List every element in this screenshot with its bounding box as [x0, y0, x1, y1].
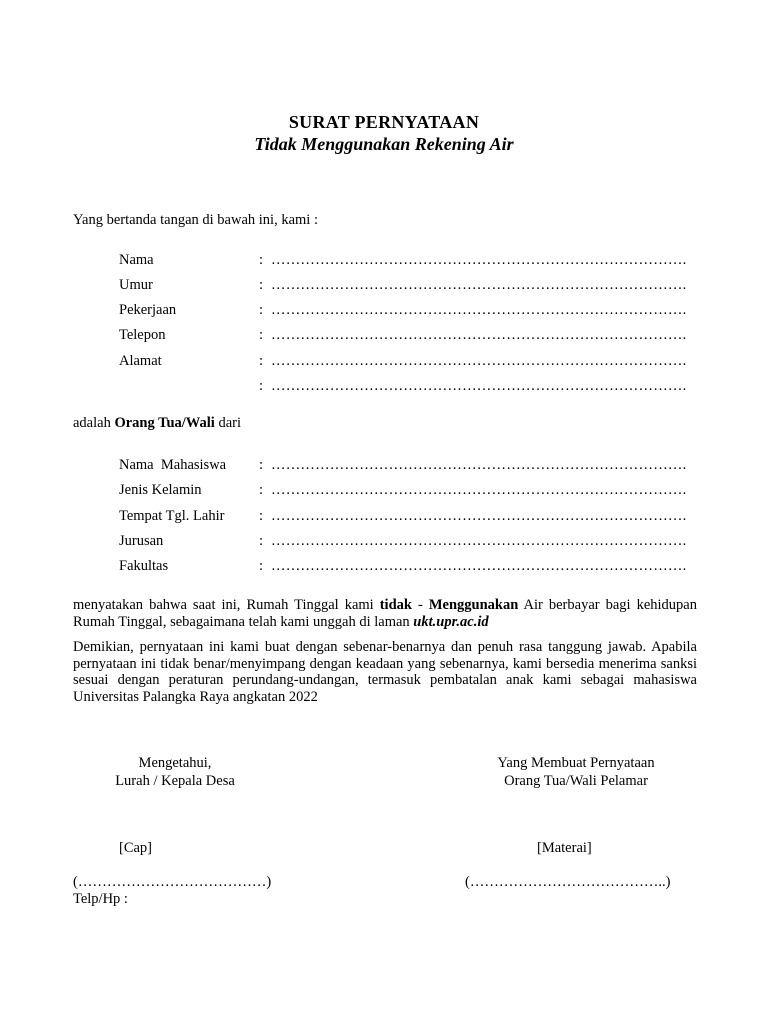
- field-label: Alamat: [119, 353, 162, 369]
- field-colon: :: [259, 327, 264, 343]
- left-sig-line2: Lurah / Kepala Desa: [115, 773, 235, 789]
- field-row-fakultas: [119, 556, 699, 576]
- intro-text: Yang bertanda tangan di bawah ini, kami :: [73, 212, 318, 228]
- field-label: Nama: [119, 252, 154, 268]
- field-blank: ………………………………………………………………………….: [271, 302, 687, 318]
- statement-part1: menyatakan bahwa saat ini, Rumah Tinggal kami: [73, 597, 380, 613]
- statement-bold-tidak: tidak: [379, 597, 412, 613]
- field-row-tempat-tgl-lahir: [119, 506, 699, 526]
- field-label: Jenis Kelamin: [119, 482, 202, 498]
- right-sig-line2: Orang Tua/Wali Pelamar: [504, 773, 648, 789]
- left-sig-line1: Mengetahui,: [138, 755, 212, 771]
- field-colon: :: [259, 533, 264, 549]
- field-blank: ………………………………………………………………………….: [271, 508, 687, 524]
- right-name-line: (…………………………………..): [465, 874, 671, 890]
- field-blank: ………………………………………………………………………….: [271, 353, 687, 369]
- field-blank: ………………………………………………………………………….: [271, 378, 687, 394]
- field-label: Jurusan: [119, 533, 164, 549]
- field-row-nama: [119, 250, 699, 270]
- field-colon: :: [259, 508, 264, 524]
- field-blank: ………………………………………………………………………….: [271, 558, 687, 574]
- field-row-telepon: [119, 325, 699, 345]
- document-subtitle: Tidak Menggunakan Rekening Air: [254, 134, 514, 154]
- document-title: SURAT PERNYATAAN: [288, 112, 480, 132]
- field-row-pekerjaan: [119, 300, 699, 320]
- relation-bold: Orang Tua/Wali: [114, 415, 215, 431]
- relation-suffix: dari: [214, 415, 241, 431]
- field-colon: :: [259, 482, 264, 498]
- field-blank: ………………………………………………………………………….: [271, 533, 687, 549]
- field-row-nama-mahasiswa: [119, 455, 699, 475]
- field-colon: :: [259, 353, 264, 369]
- website-link: ukt.upr.ac.id: [413, 613, 489, 630]
- field-colon: :: [259, 302, 264, 318]
- field-blank: ………………………………………………………………………….: [271, 277, 687, 293]
- field-label: Umur: [119, 277, 153, 293]
- field-label: Fakultas: [119, 558, 169, 574]
- field-blank: ………………………………………………………………………….: [271, 327, 687, 343]
- statement-bold-menggunakan: Menggunakan: [428, 597, 519, 613]
- field-colon: :: [259, 277, 264, 293]
- statement-part3: Air berbayar bagi kehidupan Rumah Tinggal, sebagaimana telah kami unggah di laman: [73, 597, 697, 630]
- field-row-alamat-2: [119, 376, 699, 396]
- left-name-line: (…………………………………): [73, 874, 272, 890]
- field-label: Pekerjaan: [119, 302, 177, 318]
- field-row-alamat: [119, 351, 699, 371]
- right-sig-line1: Yang Membuat Pernyataan: [497, 755, 655, 771]
- field-label: Nama Mahasiswa: [119, 457, 227, 473]
- field-blank: ………………………………………………………………………….: [271, 457, 687, 473]
- field-label: Tempat Tgl. Lahir: [119, 508, 225, 524]
- field-row-umur: [119, 275, 699, 295]
- field-colon: :: [259, 252, 264, 268]
- statement-part2: -: [411, 597, 429, 613]
- field-colon: :: [259, 558, 264, 574]
- field-colon: :: [259, 378, 264, 394]
- field-blank: ………………………………………………………………………….: [271, 252, 687, 268]
- materai-placeholder: [Materai]: [537, 840, 592, 856]
- phone-label: Telp/Hp :: [73, 891, 128, 907]
- field-row-jurusan: [119, 531, 699, 551]
- field-label: Telepon: [119, 327, 166, 343]
- closing-paragraph: Demikian, pernyataan ini kami buat dengan sebenar-benarnya dan penuh rasa tanggung jawab. Apabila pernyataan ini tidak benar/menyimpang dengan keadaan yang sebenarnya, kami bersedia menerima sanksi sesuai dengan peraturan perundang-undangan, termasuk pembatalan anak kami sebagai mahasiswa Universitas Palangka Raya angkatan 2022: [73, 639, 697, 705]
- field-blank: ………………………………………………………………………….: [271, 482, 687, 498]
- relation-line: [73, 415, 241, 432]
- cap-placeholder: [Cap]: [119, 840, 153, 856]
- field-colon: :: [259, 457, 264, 473]
- statement-paragraph: [73, 597, 697, 630]
- relation-prefix: adalah: [73, 415, 115, 431]
- field-row-jenis-kelamin: [119, 480, 699, 500]
